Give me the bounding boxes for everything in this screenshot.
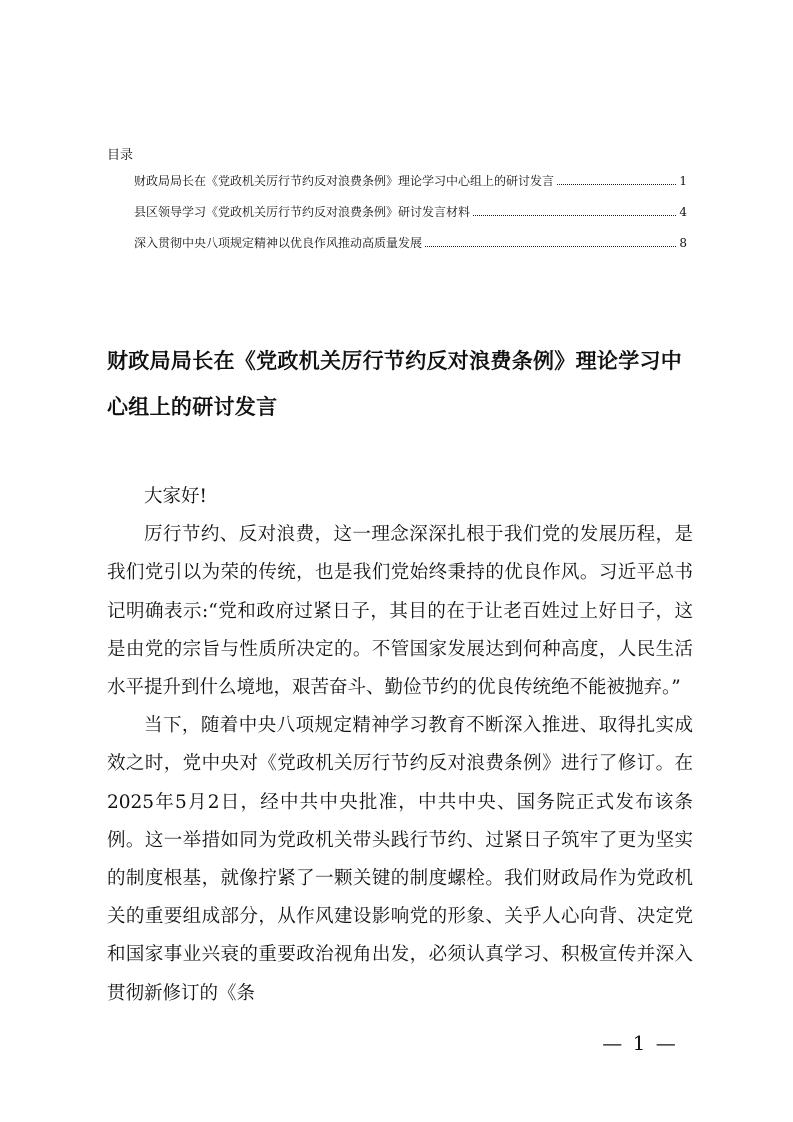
toc-entry[interactable] bbox=[134, 204, 687, 220]
table-of-contents bbox=[107, 148, 687, 266]
toc-entry-title: 深入贯彻中央八项规定精神以优良作风推动高质量发展 bbox=[134, 236, 423, 250]
toc-dot-leader bbox=[473, 215, 676, 216]
body-paragraph: 当下，随着中央八项规定精神学习教育不断深入推进、取得扎实成效之时，党中央对《党政机关厉行节约反对浪费条例》进行了修订。在2025年5月2日，经中共中央批准，中共中央、国务院正式发布该条例。这一举措如同为党政机关带头践行节约、过紧日子筑牢了更为坚实的制度根基，就像拧紧了一颗关键的制度螺栓。我们财政局作为党政机关的重要组成部分，从作风建设影响党的形象、关乎人心向背、决定党和国家事业兴衰的重要政治视角出发，必须认真学习、积极宣传并深入贯彻新修订的《条 bbox=[107, 715, 693, 1004]
document-body bbox=[107, 478, 693, 1013]
document-title: 财政局局长在《党政机关厉行节约反对浪费条例》理论学习中心组上的研讨发言 bbox=[107, 349, 683, 419]
toc-entry-title: 财政局局长在《党政机关厉行节约反对浪费条例》理论学习中心组上的研讨发言 bbox=[134, 174, 555, 188]
toc-entry[interactable] bbox=[134, 235, 687, 251]
toc-entry-title: 县区领导学习《党政机关厉行节约反对浪费条例》研讨发言材料 bbox=[134, 205, 471, 219]
toc-dot-leader bbox=[557, 184, 676, 185]
toc-entry-page: 4 bbox=[679, 205, 687, 219]
toc-entry-page: 8 bbox=[679, 236, 687, 250]
greeting-paragraph: 大家好! bbox=[144, 486, 207, 507]
body-paragraph: 厉行节约、反对浪费，这一理念深深扎根于我们党的发展历程，是我们党引以为荣的传统，也是我们党始终秉持的优良作风。习近平总书记明确表示:“党和政府过紧日子，其目的在于让老百姓过上好日子，这是由党的宗旨与性质所决定的。不管国家发展达到何种高度，人民生活水平提升到什么境地，艰苦奋斗、勤俭节约的优良传统绝不能被抛弃。” bbox=[107, 524, 693, 699]
toc-dot-leader bbox=[425, 246, 676, 247]
page-number: — 1 — bbox=[602, 1031, 678, 1055]
toc-entry[interactable] bbox=[134, 173, 687, 189]
toc-entry-page: 1 bbox=[679, 174, 687, 188]
toc-heading: 目录 bbox=[107, 148, 134, 163]
